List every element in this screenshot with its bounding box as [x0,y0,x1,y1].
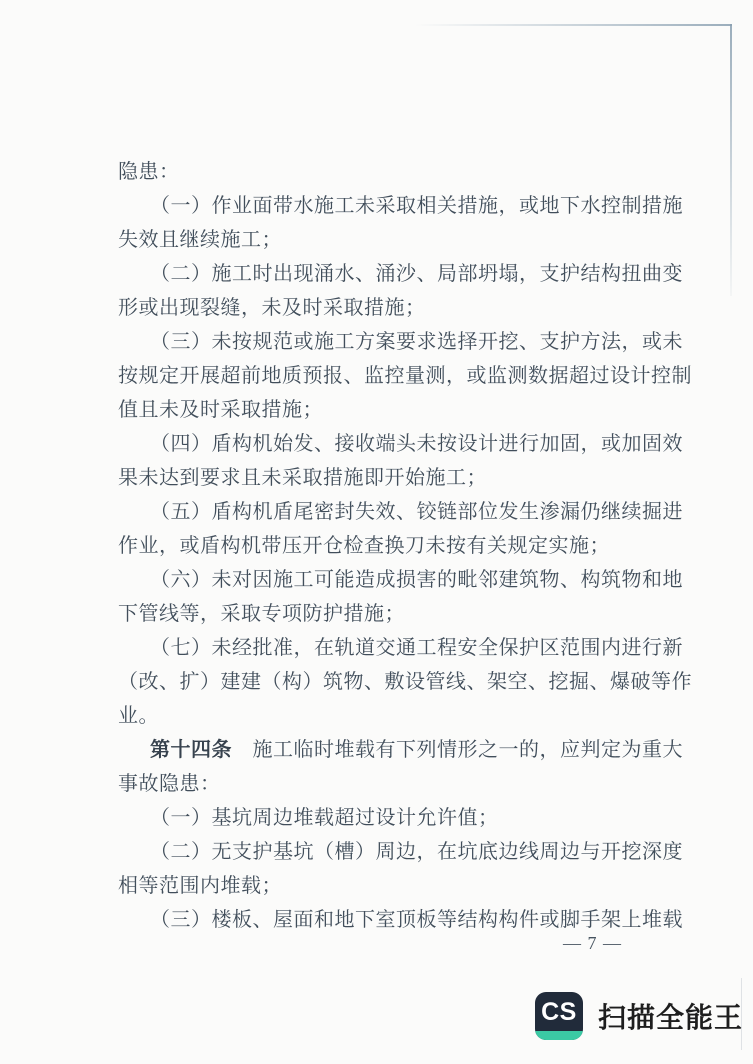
cs-logo-letters: CS [541,998,577,1026]
text-line [118,733,683,767]
text-line: 作业，或盾构机带压开仓检查换刀未按有关规定实施； [118,535,610,557]
text-line: 事故隐患： [118,773,221,795]
text-line: （三）未按规范或施工方案要求选择开挖、支护方法，或未 [150,331,683,353]
scan-border-right-line [730,24,732,296]
text-line: 值且未及时采取措施； [118,399,323,421]
document-page [118,155,692,937]
text-line: （一）基坑周边堆载超过设计允许值； [150,807,499,829]
article-number: 第十四条 [150,739,232,761]
text-line: 按规定开展超前地质预报、监控量测，或监测数据超过设计控制 [118,365,692,387]
scan-border-top-line [415,24,732,26]
text-line: （三）楼板、屋面和地下室顶板等结构构件或脚手架上堆载 [150,909,683,931]
text-line: （改、扩）建建（构）筑物、敷设管线、架空、挖掘、爆破等作 [118,671,692,693]
text-line: （二）施工时出现涌水、涌沙、局部坍塌，支护结构扭曲变 [150,263,683,285]
camscanner-logo-icon [535,992,583,1040]
text-line: 隐患： [118,161,180,183]
text-line: （一）作业面带水施工未采取相关措施，或地下水控制措施 [150,195,683,217]
text-line: （六）未对因施工可能造成损害的毗邻建筑物、构筑物和地 [150,569,683,591]
article-text: 施工临时堆载有下列情形之一的，应判定为重大 [232,739,683,761]
cs-logo-accent-strip [535,1031,583,1040]
camscanner-watermark [535,992,743,1040]
text-line: 果未达到要求且未采取措施即开始施工； [118,467,487,489]
text-line: 下管线等，采取专项防护措施； [118,603,405,625]
text-line: （七）未经批准，在轨道交通工程安全保护区范围内进行新 [150,637,683,659]
text-line: （二）无支护基坑（槽）周边，在坑底边线周边与开挖深度 [150,841,683,863]
page-number: — 7 — [563,933,622,953]
text-line: 相等范围内堆载； [118,875,282,897]
text-line: 失效且继续施工； [118,229,282,251]
text-line: 业。 [118,705,159,727]
text-line: 形或出现裂缝，未及时采取措施； [118,297,426,319]
camscanner-app-name: 扫描全能王 [598,1002,744,1033]
text-line: （四）盾构机始发、接收端头未按设计进行加固，或加固效 [150,433,683,455]
text-line: （五）盾构机盾尾密封失效、铰链部位发生渗漏仍继续掘进 [150,501,683,523]
